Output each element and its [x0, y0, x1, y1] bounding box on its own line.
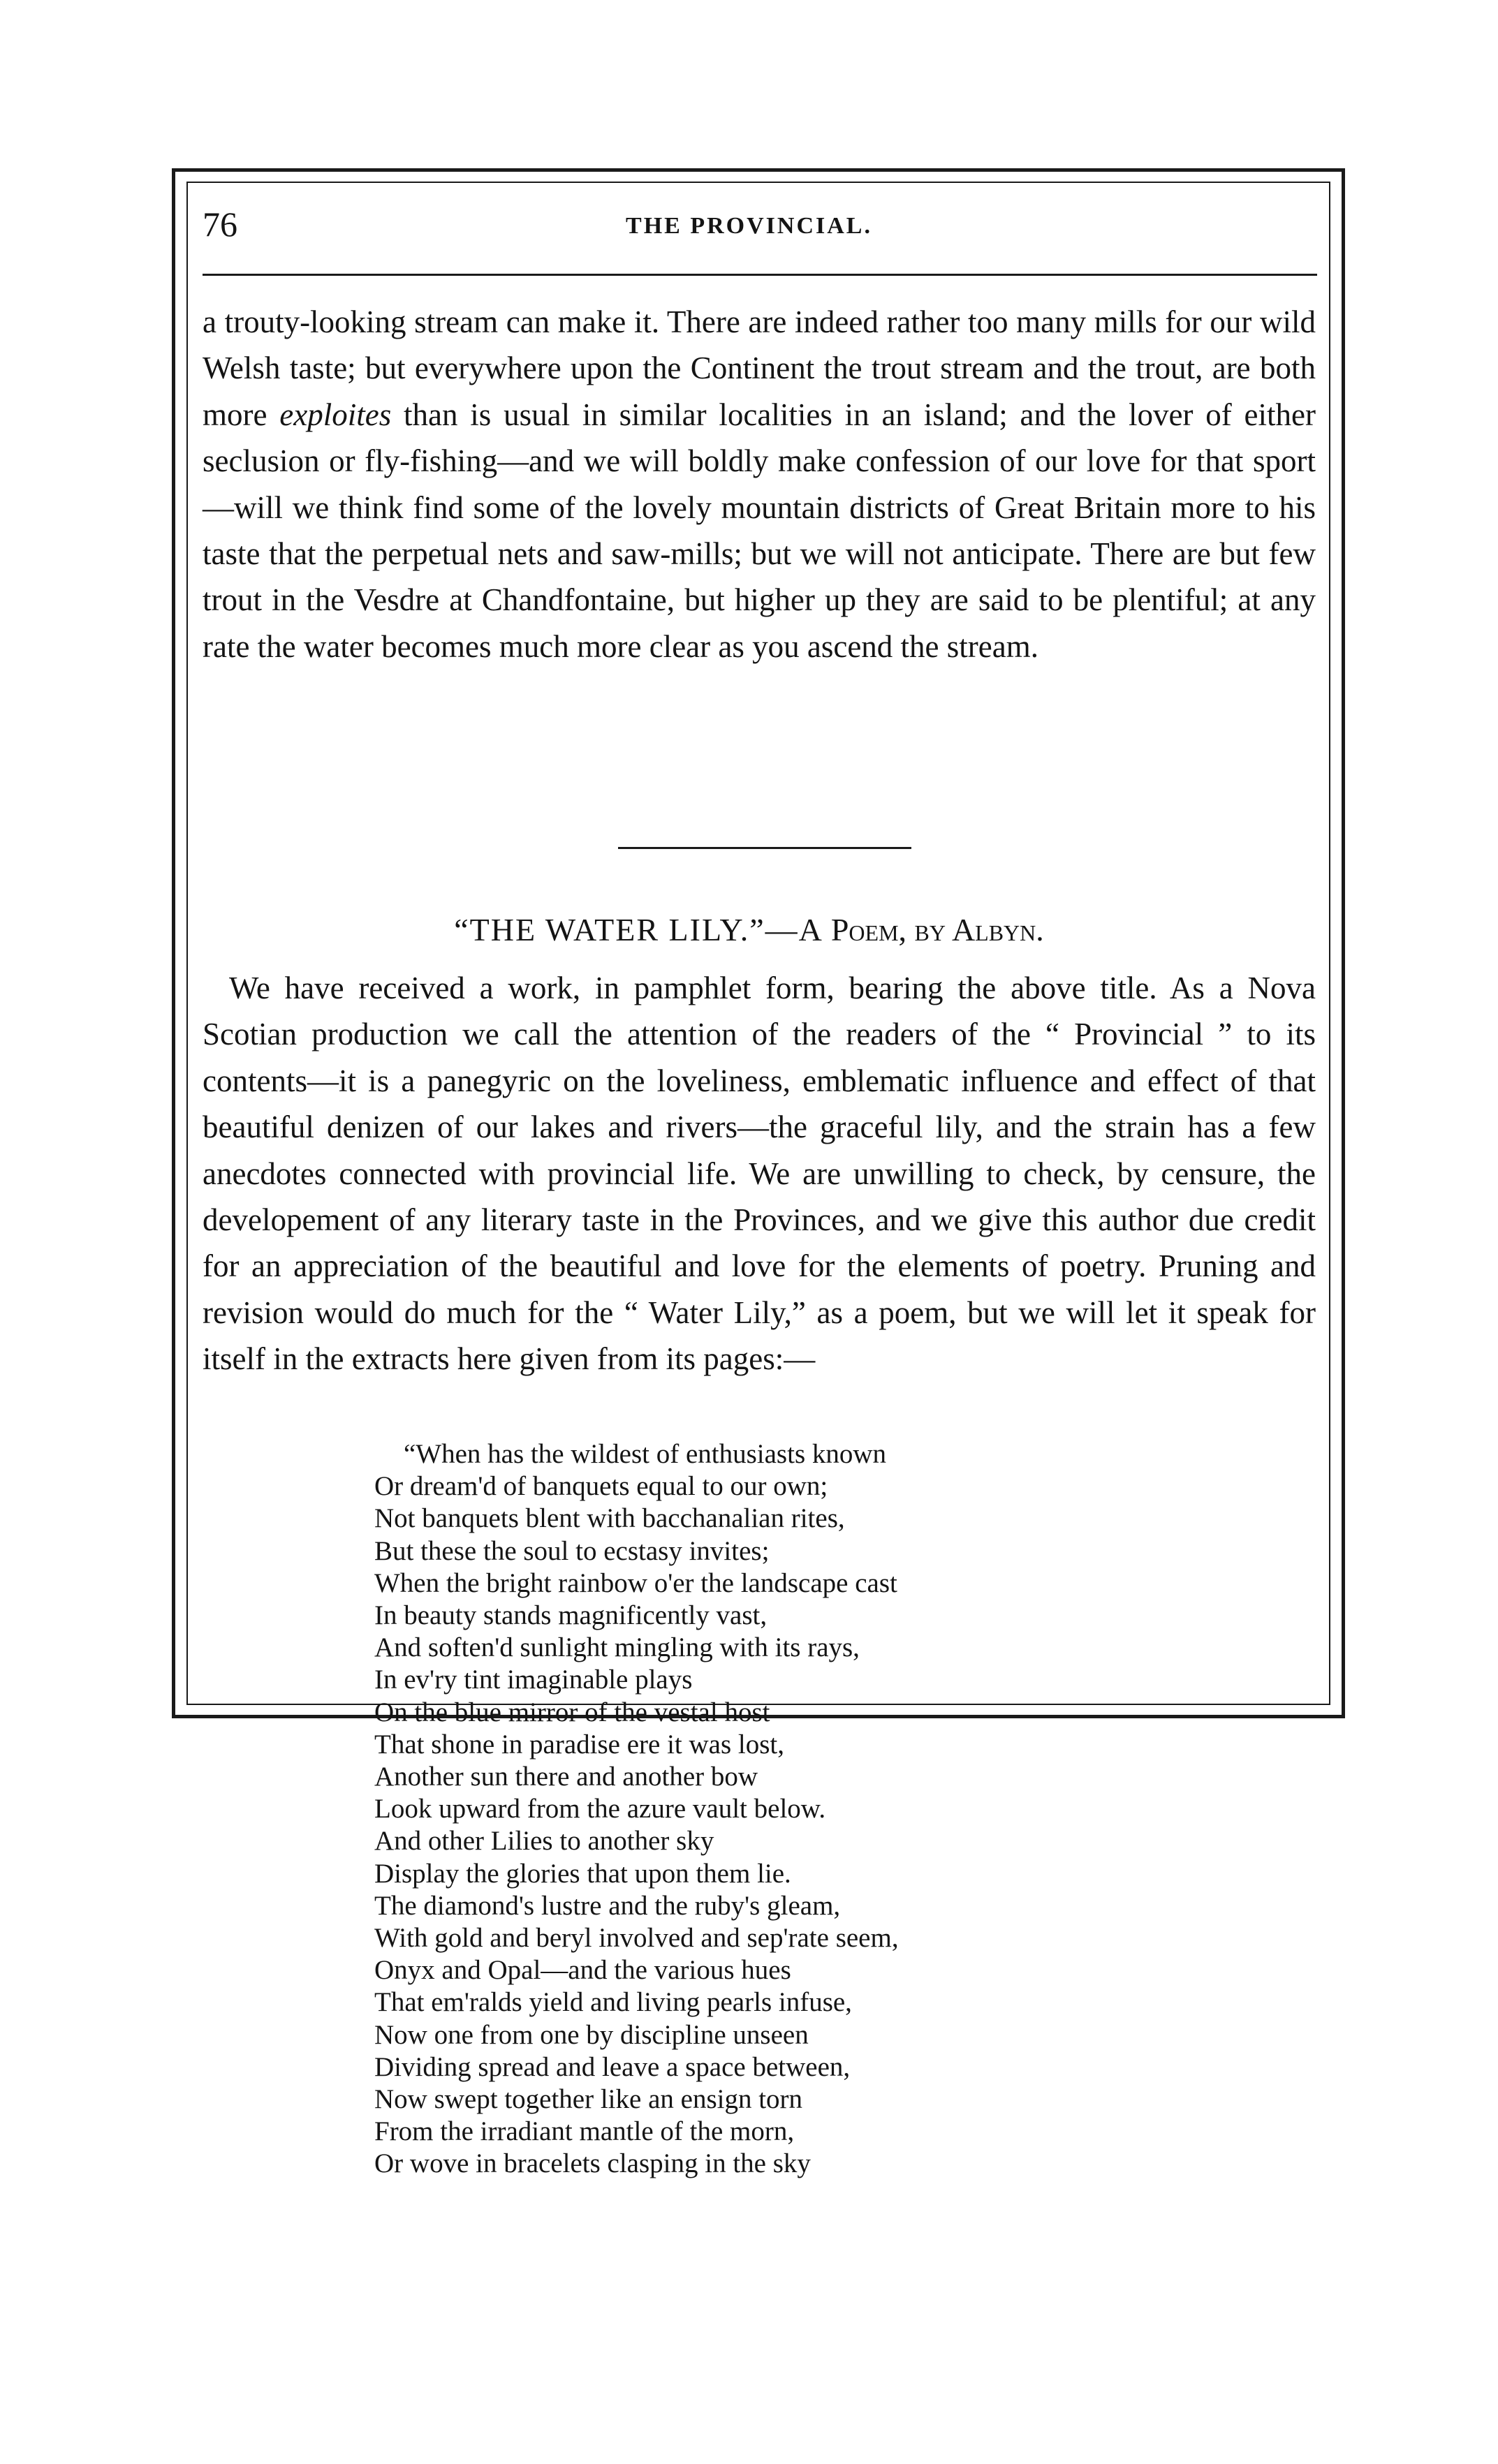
- poem-line: That shone in paradise ere it was lost,: [374, 1729, 784, 1760]
- header-rule: [203, 274, 1317, 276]
- poem-line: Dividing spread and leave a space between,: [374, 2051, 851, 2082]
- paragraph-1-text-a: a trouty-looking stream can make it. There are indeed rather too many mills for our wild Welsh taste; but everywhere upon the Continent the trout stream and the trout, are both more: [203, 304, 1316, 432]
- poem-line: From the irradiant mantle of the morn,: [374, 2116, 795, 2147]
- poem-line: And soften'd sunlight mingling with its rays,: [374, 1632, 860, 1663]
- paragraph-1-text-b: than is usual in similar localities in an island; and the lover of either seclusion or fly-fishing—and we will boldly make confession of our love for that sport—will we think find some of the lovely mountain districts of Great Britain more to his taste that the perpetual nets and saw-mills; but we will not anticipate. There are but few trout in the Vesdre at Chandfontaine, but higher up they are said to be plentiful; at any rate the water becomes much more clear as you ascend the stream.: [203, 397, 1316, 664]
- poem-line: Or dream'd of banquets equal to our own;: [374, 1471, 828, 1502]
- poem-line: Onyx and Opal—and the various hues: [374, 1955, 791, 1986]
- poem-line: When the bright rainbow o'er the landscape cast: [374, 1567, 897, 1598]
- poem-line: That em'ralds yield and living pearls infuse,: [374, 1987, 852, 2018]
- paragraph-2: We have received a work, in pamphlet form, bearing the above title. As a Nova Scotian production we call the attention of the readers of the “ Provincial ” to its contents—it is a panegyric on the loveliness, emblematic influence and effect of that beautiful denizen of our lakes and rivers—the graceful lily, and the strain has a few anecdotes connected with provincial life. We are unwilling to check, by censure, the developement of any literary taste in the Provinces, and we give this author due credit for an appreciation of the beautiful and love for the elements of poetry. Pruning and revision would do much for the “ Water Lily,” as a poem, but we will let it speak for itself in the extracts here given from its pages:—: [203, 971, 1316, 1377]
- poem-line: Or wove in bracelets clasping in the sky: [374, 2148, 811, 2179]
- poem-extract: [374, 1438, 899, 2181]
- paragraph-1-italic: exploites: [279, 397, 392, 432]
- poem-line: Now one from one by discipline unseen: [374, 2019, 809, 2050]
- poem-line: Display the glories that upon them lie.: [374, 1858, 791, 1889]
- page-number: 76: [203, 205, 237, 244]
- section-title-main: “THE WATER LILY.”—A: [454, 912, 831, 947]
- section-divider: [618, 847, 911, 849]
- poem-line: But these the soul to ecstasy invites;: [374, 1535, 770, 1566]
- poem-line: “When has the wildest of enthusiasts known: [404, 1439, 887, 1469]
- poem-line: Now swept together like an ensign torn: [374, 2084, 803, 2115]
- section-title: [0, 911, 1498, 948]
- poem-line: With gold and beryl involved and sep'rate seem,: [374, 1923, 899, 1954]
- section-title-byline: Poem, by Albyn.: [830, 912, 1044, 947]
- poem-line: In beauty stands magnificently vast,: [374, 1600, 768, 1631]
- paragraph-1: [203, 299, 1316, 670]
- poem-line: Not banquets blent with bacchanalian rites,: [374, 1503, 845, 1534]
- poem-line: And other Lilies to another sky: [374, 1826, 714, 1857]
- running-title: THE PROVINCIAL.: [626, 213, 872, 239]
- poem-line: Look upward from the azure vault below.: [374, 1794, 826, 1824]
- poem-line: On the blue mirror of the vestal host: [374, 1697, 770, 1727]
- poem-line: Another sun there and another bow: [374, 1762, 758, 1792]
- poem-line: The diamond's lustre and the ruby's gleam,: [374, 1890, 841, 1921]
- poem-line: In ev'ry tint imaginable plays: [374, 1665, 693, 1695]
